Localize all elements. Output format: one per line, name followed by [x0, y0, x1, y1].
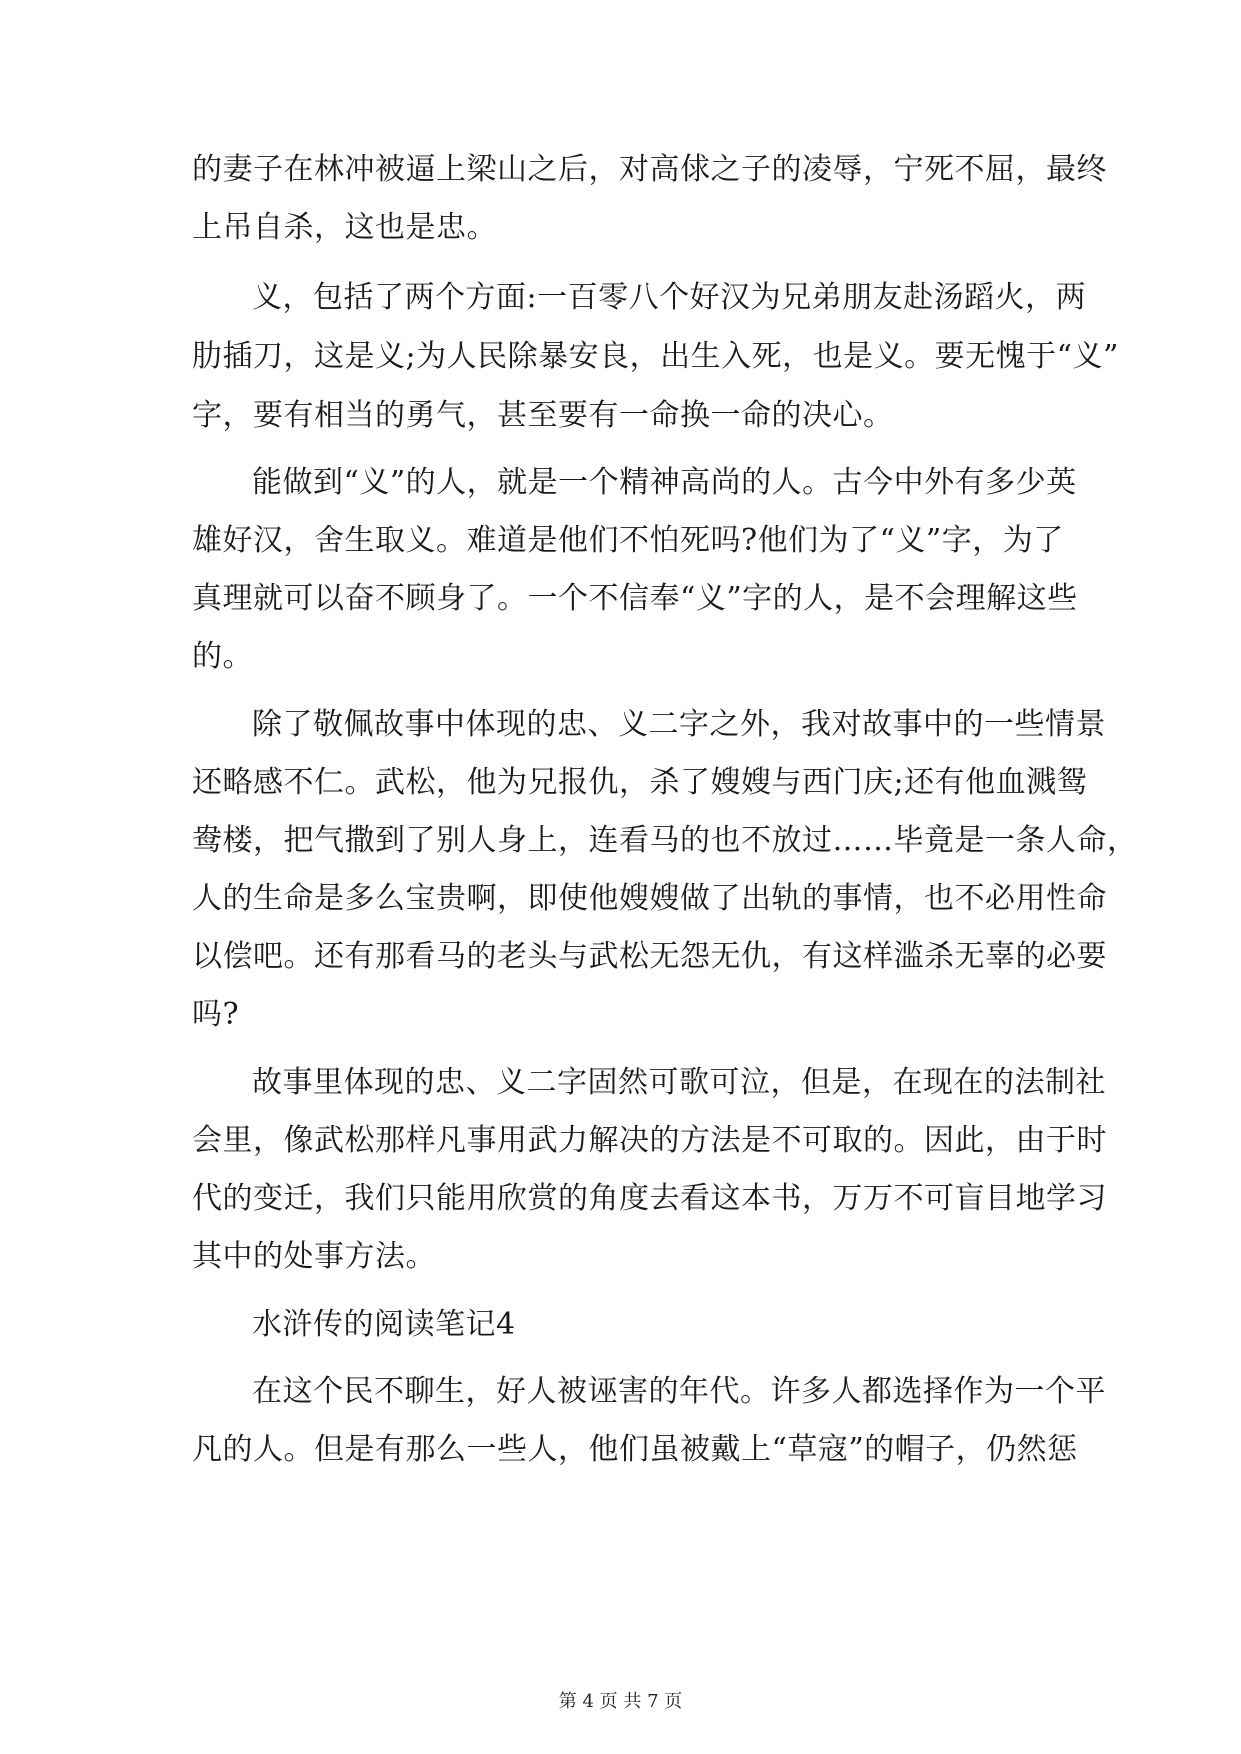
text-line: 人的生命是多么宝贵啊，即使他嫂嫂做了出轨的事情，也不必用性命 [192, 881, 1107, 916]
text-line: 还略感不仁。武松，他为兄报仇，杀了嫂嫂与西门庆;还有他血溅鸳 [192, 765, 1088, 800]
text-line: 鸯楼，把气撒到了别人身上，连看马的也不放过……毕竟是一条人命， [192, 823, 1138, 858]
text-line: 的。 [192, 639, 253, 674]
text-line: 真理就可以奋不顾身了。一个不信奉“义”字的人，是不会理解这些 [192, 581, 1078, 616]
text-line: 会里，像武松那样凡事用武力解决的方法是不可取的。因此，由于时 [192, 1123, 1107, 1158]
text-line: 以偿吧。还有那看马的老头与武松无怨无仇，有这样滥杀无辜的必要 [192, 939, 1107, 974]
text-line: 义，包括了两个方面:一百零八个好汉为兄弟朋友赴汤蹈火，两 [252, 280, 1087, 315]
text-line: 字，要有相当的勇气，甚至要有一命换一命的决心。 [192, 398, 894, 433]
text-line: 故事里体现的忠、义二字固然可歌可泣，但是，在现在的法制社 [252, 1065, 1106, 1100]
page-number-footer: 第 4 页 共 7 页 [558, 1691, 683, 1712]
text-line: 肋插刀，这是义;为人民除暴安良，出生入死，也是义。要无愧于“义” [192, 339, 1119, 374]
text-line: 除了敬佩故事中体现的忠、义二字之外，我对故事中的一些情景 [252, 707, 1106, 742]
text-line: 的妻子在林冲被逼上梁山之后，对高俅之子的凌辱，宁死不屈，最终 [192, 152, 1107, 187]
section-heading: 水浒传的阅读笔记4 [252, 1307, 516, 1342]
text-line: 代的变迁，我们只能用欣赏的角度去看这本书，万万不可盲目地学习 [192, 1181, 1107, 1216]
text-line: 在这个民不聊生，好人被诬害的年代。许多人都选择作为一个平 [252, 1374, 1106, 1409]
text-line: 吗? [192, 997, 240, 1032]
text-line: 其中的处事方法。 [192, 1239, 436, 1274]
text-line: 上吊自杀，这也是忠。 [192, 210, 497, 245]
text-line: 雄好汉，舍生取义。难道是他们不怕死吗?他们为了“义”字，为了 [192, 523, 1064, 558]
text-line: 能做到“义”的人，就是一个精神高尚的人。古今中外有多少英 [252, 465, 1077, 500]
text-line: 凡的人。但是有那么一些人，他们虽被戴上“草寇”的帽子，仍然惩 [192, 1432, 1078, 1467]
